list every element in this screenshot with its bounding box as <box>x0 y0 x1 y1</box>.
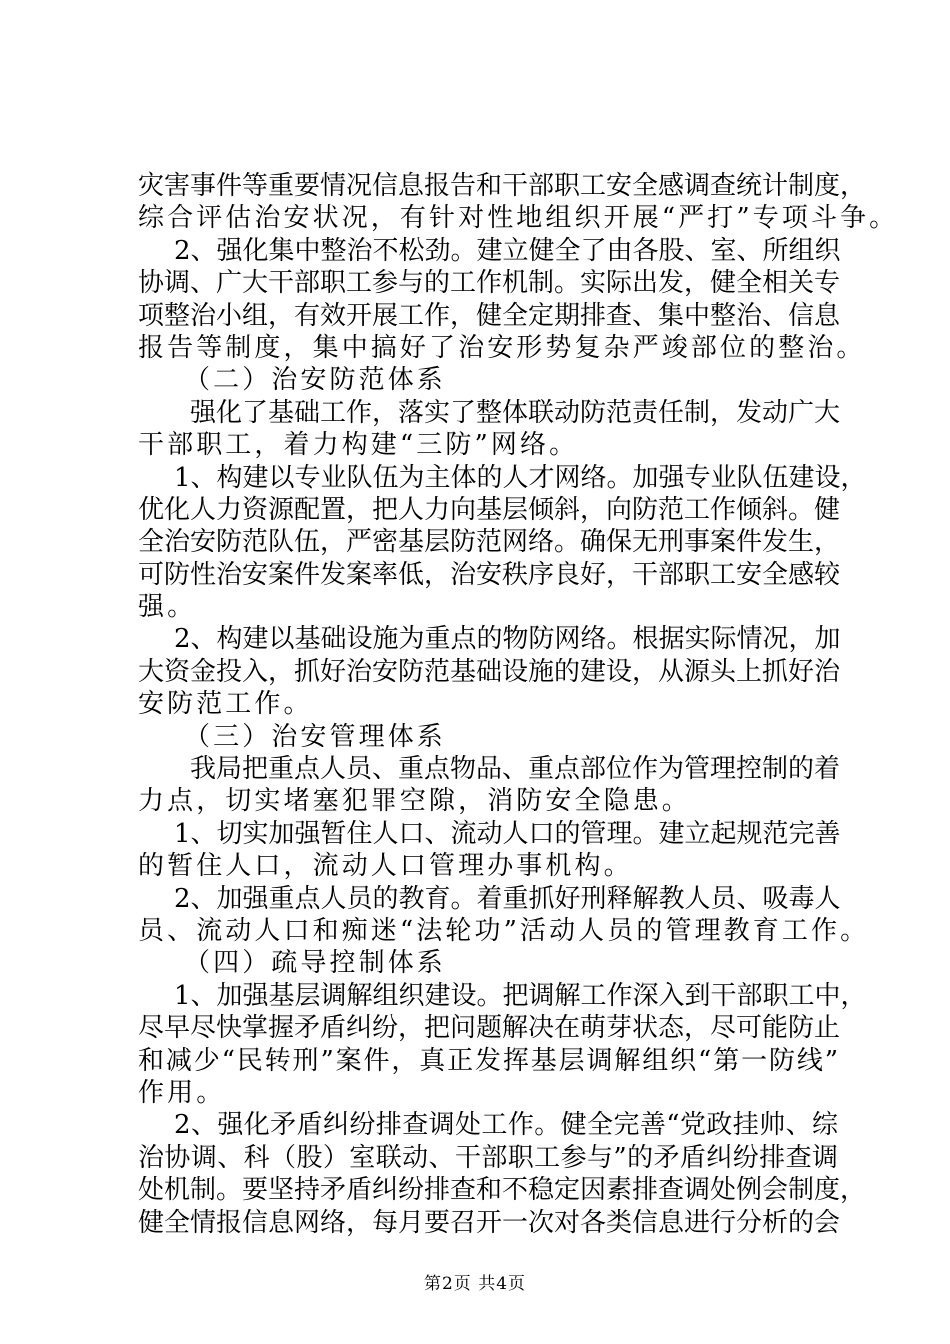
text-line: 综合评估治安状况，有针对性地组织开展“严打”专项斗争。 <box>138 203 899 234</box>
text-line: 1、构建以专业队伍为主体的人才网络。加强专业队伍建设， <box>174 462 867 493</box>
text-line: 安防范工作。 <box>138 689 313 720</box>
text-line: 项整治小组，有效开展工作，健全定期排查、集中整治、信息 <box>138 300 841 331</box>
text-line: 优化人力资源配置，把人力向基层倾斜，向防范工作倾斜。健 <box>138 494 841 525</box>
text-line: 健全情报信息网络，每月要召开一次对各类信息进行分析的会 <box>138 1207 841 1238</box>
text-line: 大资金投入，抓好治安防范基础设施的建设，从源头上抓好治 <box>138 656 841 687</box>
text-line: 报告等制度，集中搞好了治安形势复杂严竣部位的整治。 <box>138 332 866 363</box>
text-line: 尽早尽快掌握矛盾纠纷，把问题解决在萌芽状态，尽可能防止 <box>138 1013 841 1044</box>
text-line: 强。 <box>138 592 197 623</box>
text-line: 2、构建以基础设施为重点的物防网络。根据实际情况，加 <box>174 624 841 655</box>
page-footer: 第2页 共4页 <box>423 1274 527 1294</box>
text-line: （二）治安防范体系 <box>184 365 446 396</box>
text-line: 作用。 <box>138 1077 226 1108</box>
document-body <box>138 170 899 1239</box>
text-line: （四）疏导控制体系 <box>184 948 446 979</box>
text-line: 处机制。要坚持矛盾纠纷排查和不稳定因素排查调处例会制度， <box>138 1175 867 1206</box>
text-line: 全治安防范队伍，严密基层防范网络。确保无刑事案件发生， <box>138 527 841 558</box>
text-line: 2、强化集中整治不松劲。建立健全了由各股、室、所组织 <box>174 235 841 266</box>
text-line: 灾害事件等重要情况信息报告和干部职工安全感调查统计制度， <box>138 171 867 201</box>
text-line: 和减少“民转刑”案件，真正发挥基层调解组织“第一防线” <box>138 1045 838 1076</box>
text-line: 治协调、科（股）室联动、干部职工参与”的矛盾纠纷排查调 <box>138 1142 838 1173</box>
text-line: 1、加强基层调解组织建设。把调解工作深入到干部职工中， <box>174 980 867 1011</box>
text-line: 力点，切实堵塞犯罪空隙，消防安全隐患。 <box>138 786 691 817</box>
text-line: （三）治安管理体系 <box>184 721 446 752</box>
text-line: 强化了基础工作，落实了整体联动防范责任制，发动广大 <box>190 397 841 428</box>
text-line: 的暂住人口，流动人口管理办事机构。 <box>138 851 633 882</box>
text-line: 1、切实加强暂住人口、流动人口的管理。建立起规范完善 <box>174 818 841 849</box>
text-line: 协调、广大干部职工参与的工作机制。实际出发，健全相关专 <box>138 268 841 299</box>
text-line: 2、强化矛盾纠纷排查调处工作。健全完善“党政挂帅、综 <box>174 1110 838 1141</box>
text-line: 可防性治安案件发案率低，治安秩序良好，干部职工安全感较 <box>138 559 841 590</box>
text-line: 员、流动人口和痴迷“法轮功”活动人员的管理教育工作。 <box>138 915 870 946</box>
text-line: 2、加强重点人员的教育。着重抓好刑释解教人员、吸毒人 <box>174 883 841 914</box>
text-line: 我局把重点人员、重点物品、重点部位作为管理控制的着 <box>190 754 841 785</box>
text-line: 干部职工，着力构建“三防”网络。 <box>138 430 579 461</box>
